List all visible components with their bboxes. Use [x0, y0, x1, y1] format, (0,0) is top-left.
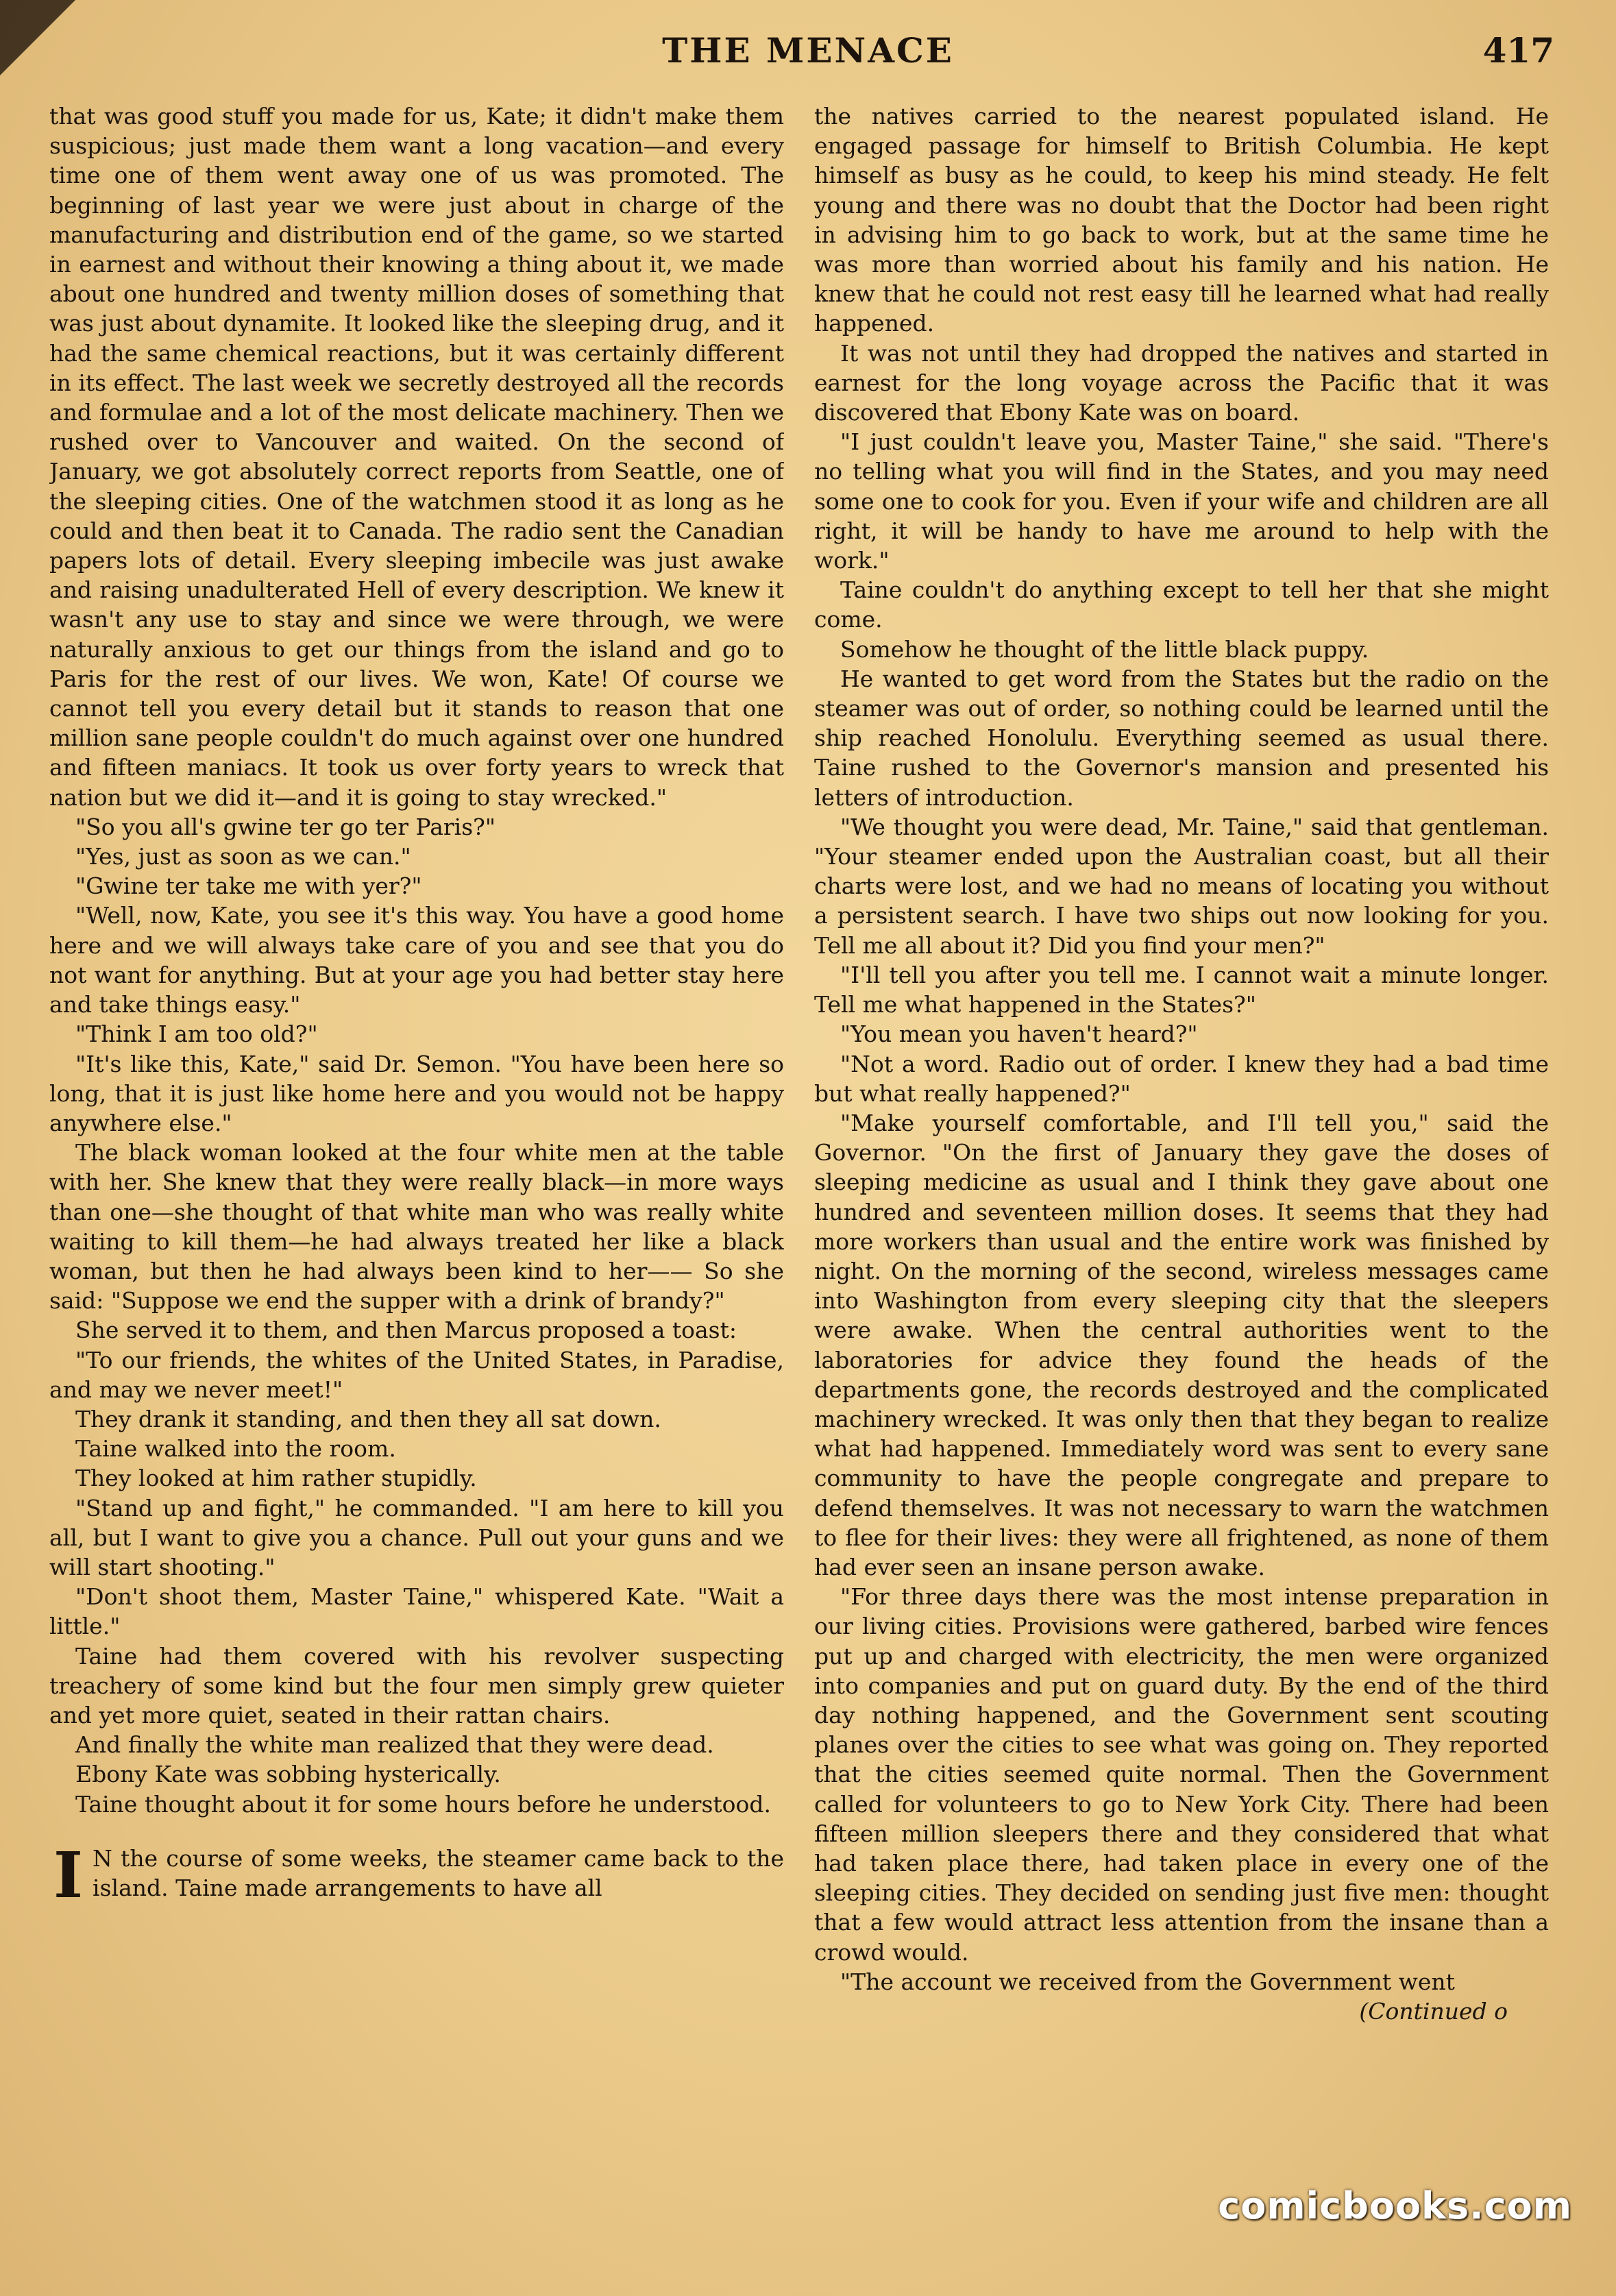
paragraph: She served it to them, and then Marcus proposed a toast: [75, 1317, 737, 1344]
paragraph: "Yes, just as soon as we can." [75, 843, 411, 870]
running-title: THE MENACE [662, 30, 954, 71]
left-column [49, 101, 784, 2219]
paragraph: that was good stuff you made for us, Kate; it didn't make them suspicious; just made them want a long vacation—and every time one of them went away one of us was promoted. The beginning of last year we were just about in charge of the manufacturing and distribution end of the game, so we started in earnest and without their knowing a thing about it, we made about one hundred and twenty million doses of something that was just about dynamite. It looked like the sleeping drug, and it had the same chemical reactions, but it was certainly different in its effect. The last week we secretly destroyed all the records and formulae and a lot of the most delicate machinery. Then we rushed over to Vancouver and waited. On the second of January, we got absolutely correct reports from Seattle, one of the sleeping cities. One of the watchmen stood it as long as he could and then beat it to Canada. The radio sent the Canadian papers lots of detail. Every sleeping imbecile was just awake and raising unadulterated Hell of every description. We knew it wasn't any use to stay and since we were through, we were naturally anxious to get our things from the island and go to Paris for the rest of our lives. We won, Kate! Of course we cannot tell you every detail but it stands to reason that one million sane people couldn't do much against over one hundred and fifteen maniacs. It took us over forty years to wreck that nation but we did it—and it is going to stay wrecked." [49, 103, 784, 811]
paragraph: Somehow he thought of the little black puppy. [840, 635, 1369, 663]
paragraph: N the course of some weeks, the steamer came back to the island. Taine made arrangements to have all [93, 1844, 784, 1901]
continued-note: (Continued o [1359, 1998, 1508, 2025]
paragraph: Ebony Kate was sobbing hysterically. [75, 1761, 501, 1788]
paragraph: "The account we received from the Government went [840, 1968, 1455, 1995]
paragraph: "Not a word. Radio out of order. I knew they had a bad time but what really happened?" [814, 1050, 1549, 1107]
paragraph: "Don't shoot them, Master Taine," whispered Kate. "Wait a little." [49, 1583, 784, 1640]
paragraph: They looked at him rather stupidly. [75, 1465, 477, 1492]
paragraph: "You mean you haven't heard?" [840, 1021, 1198, 1048]
paragraph: "I'll tell you after you tell me. I cannot wait a minute longer. Tell me what happened in the States?" [814, 961, 1549, 1018]
paragraph: the natives carried to the nearest populated island. He engaged passage for himself to British Columbia. He kept himself as busy as he could, to keep his mind steady. He felt young and there was no doubt that the Doctor had been right in advising him to go back to work, but at the same time he was more than worried about his family and his nation. He knew that he could not rest easy till he learned what had really happened. [814, 103, 1549, 337]
paragraph: And finally the white man realized that they were dead. [75, 1731, 714, 1759]
paragraph: "Think I am too old?" [75, 1021, 318, 1048]
paragraph: "Well, now, Kate, you see it's this way. You have a good home here and we will always take care of you and see that you do not want for anything. But at your age you had better stay here and take things easy." [49, 902, 784, 1018]
paragraph: "Stand up and fight," he commanded. "I am here to kill you all, but I want to give you a chance. Pull out your guns and we will start shooting." [49, 1494, 784, 1580]
paragraph: "For three days there was the most intense preparation in our living cities. Provisions were gathered, barbed wire fences put up and charged with electricity, the men were organized into companies and put on guard duty. By the end of the third day nothing happened, and the Government sent scouting planes over the cities to see what was going on. They reported that the cities seemed quite normal. Then the Government called for volunteers to go to New York City. There had been fifteen million sleepers there and they considered that what had taken place there, had taken place in every one of the sleeping cities. They decided on sending just five men: thought that a few would attract less attention from the insane than a crowd would. [814, 1583, 1549, 1966]
paragraph: "Make yourself comfortable, and I'll tell you," said the Governor. "On the first of January they gave the doses of sleeping medicine as usual and I think they gave about one hundred and seventeen million doses. It seems that they had more workers than usual and the entire work was finished by night. On the morning of the second, wireless messages came into Washington from every sleeping city that the sleepers were awake. When the central authorities went to the laboratories for advice they found the heads of the departments gone, the records destroyed and the complicated machinery wrecked. It was only then that they began to realize what had happened. Immediately word was sent to every sane community to have the people congregate and prepare to defend themselves. It was not necessary to warn the watchmen to flee for their lives: they were all frightened, as none of them had ever seen an insane person awake. [814, 1109, 1549, 1580]
page-number: 417 [1482, 30, 1554, 71]
paragraph: "To our friends, the whites of the United States, in Paradise, and may we never meet!" [49, 1346, 784, 1403]
paragraph: "I just couldn't leave you, Master Taine," she said. "There's no telling what you will find in the States, and you may need some one to cook for you. Even if your wife and children are all right, it will be handy to have me around to help with the work." [814, 428, 1549, 574]
paragraph: "Gwine ter take me with yer?" [75, 872, 422, 900]
paragraph: They drank it standing, and then they all sat down. [75, 1405, 661, 1432]
paragraph: Taine had them covered with his revolver suspecting treachery of some kind but the four men simply grew quieter and yet more quiet, seated in their rattan chairs. [49, 1642, 784, 1729]
watermark: comicbooks.com [1218, 2184, 1572, 2227]
paragraph: Taine couldn't do anything except to tell her that she might come. [814, 576, 1549, 633]
drop-cap: I [53, 1837, 84, 1912]
paragraph: "It's like this, Kate," said Dr. Semon. "You have been here so long, that it is just like home here and you would not be happy anywhere else." [49, 1050, 784, 1136]
paragraph: Taine thought about it for some hours before he understood. [75, 1790, 772, 1818]
page-header [41, 27, 1575, 75]
paragraph: He wanted to get word from the States but the radio on the steamer was out of order, so nothing could be learned until the ship reached Honolulu. Everything seemed as usual there. Taine rushed to the Governor's mansion and presented his letters of introduction. [814, 665, 1549, 811]
section-opening [49, 1837, 784, 1912]
paragraph: The black woman looked at the four white men at the table with her. She knew that they were really black—in more ways than one—she thought of that white man who was really white waiting to kill them—he had always treated her like a black woman, but then he had always been kind to her—— So she said: "Suppose we end the supper with a drink of brandy?" [49, 1139, 784, 1315]
right-column [814, 101, 1549, 2219]
paragraph: "We thought you were dead, Mr. Taine," said that gentleman. "Your steamer ended upon the Australian coast, but all their charts were lost, and we had no means of locating you without a persistent search. I have two ships out now looking for you. Tell me all about it? Did you find your men?" [814, 813, 1549, 959]
paragraph: Taine walked into the room. [75, 1435, 396, 1463]
paragraph: It was not until they had dropped the natives and started in earnest for the long voyage across the Pacific that it was discovered that Ebony Kate was on board. [814, 339, 1549, 426]
paragraph: "So you all's gwine ter go ter Paris?" [75, 813, 495, 840]
